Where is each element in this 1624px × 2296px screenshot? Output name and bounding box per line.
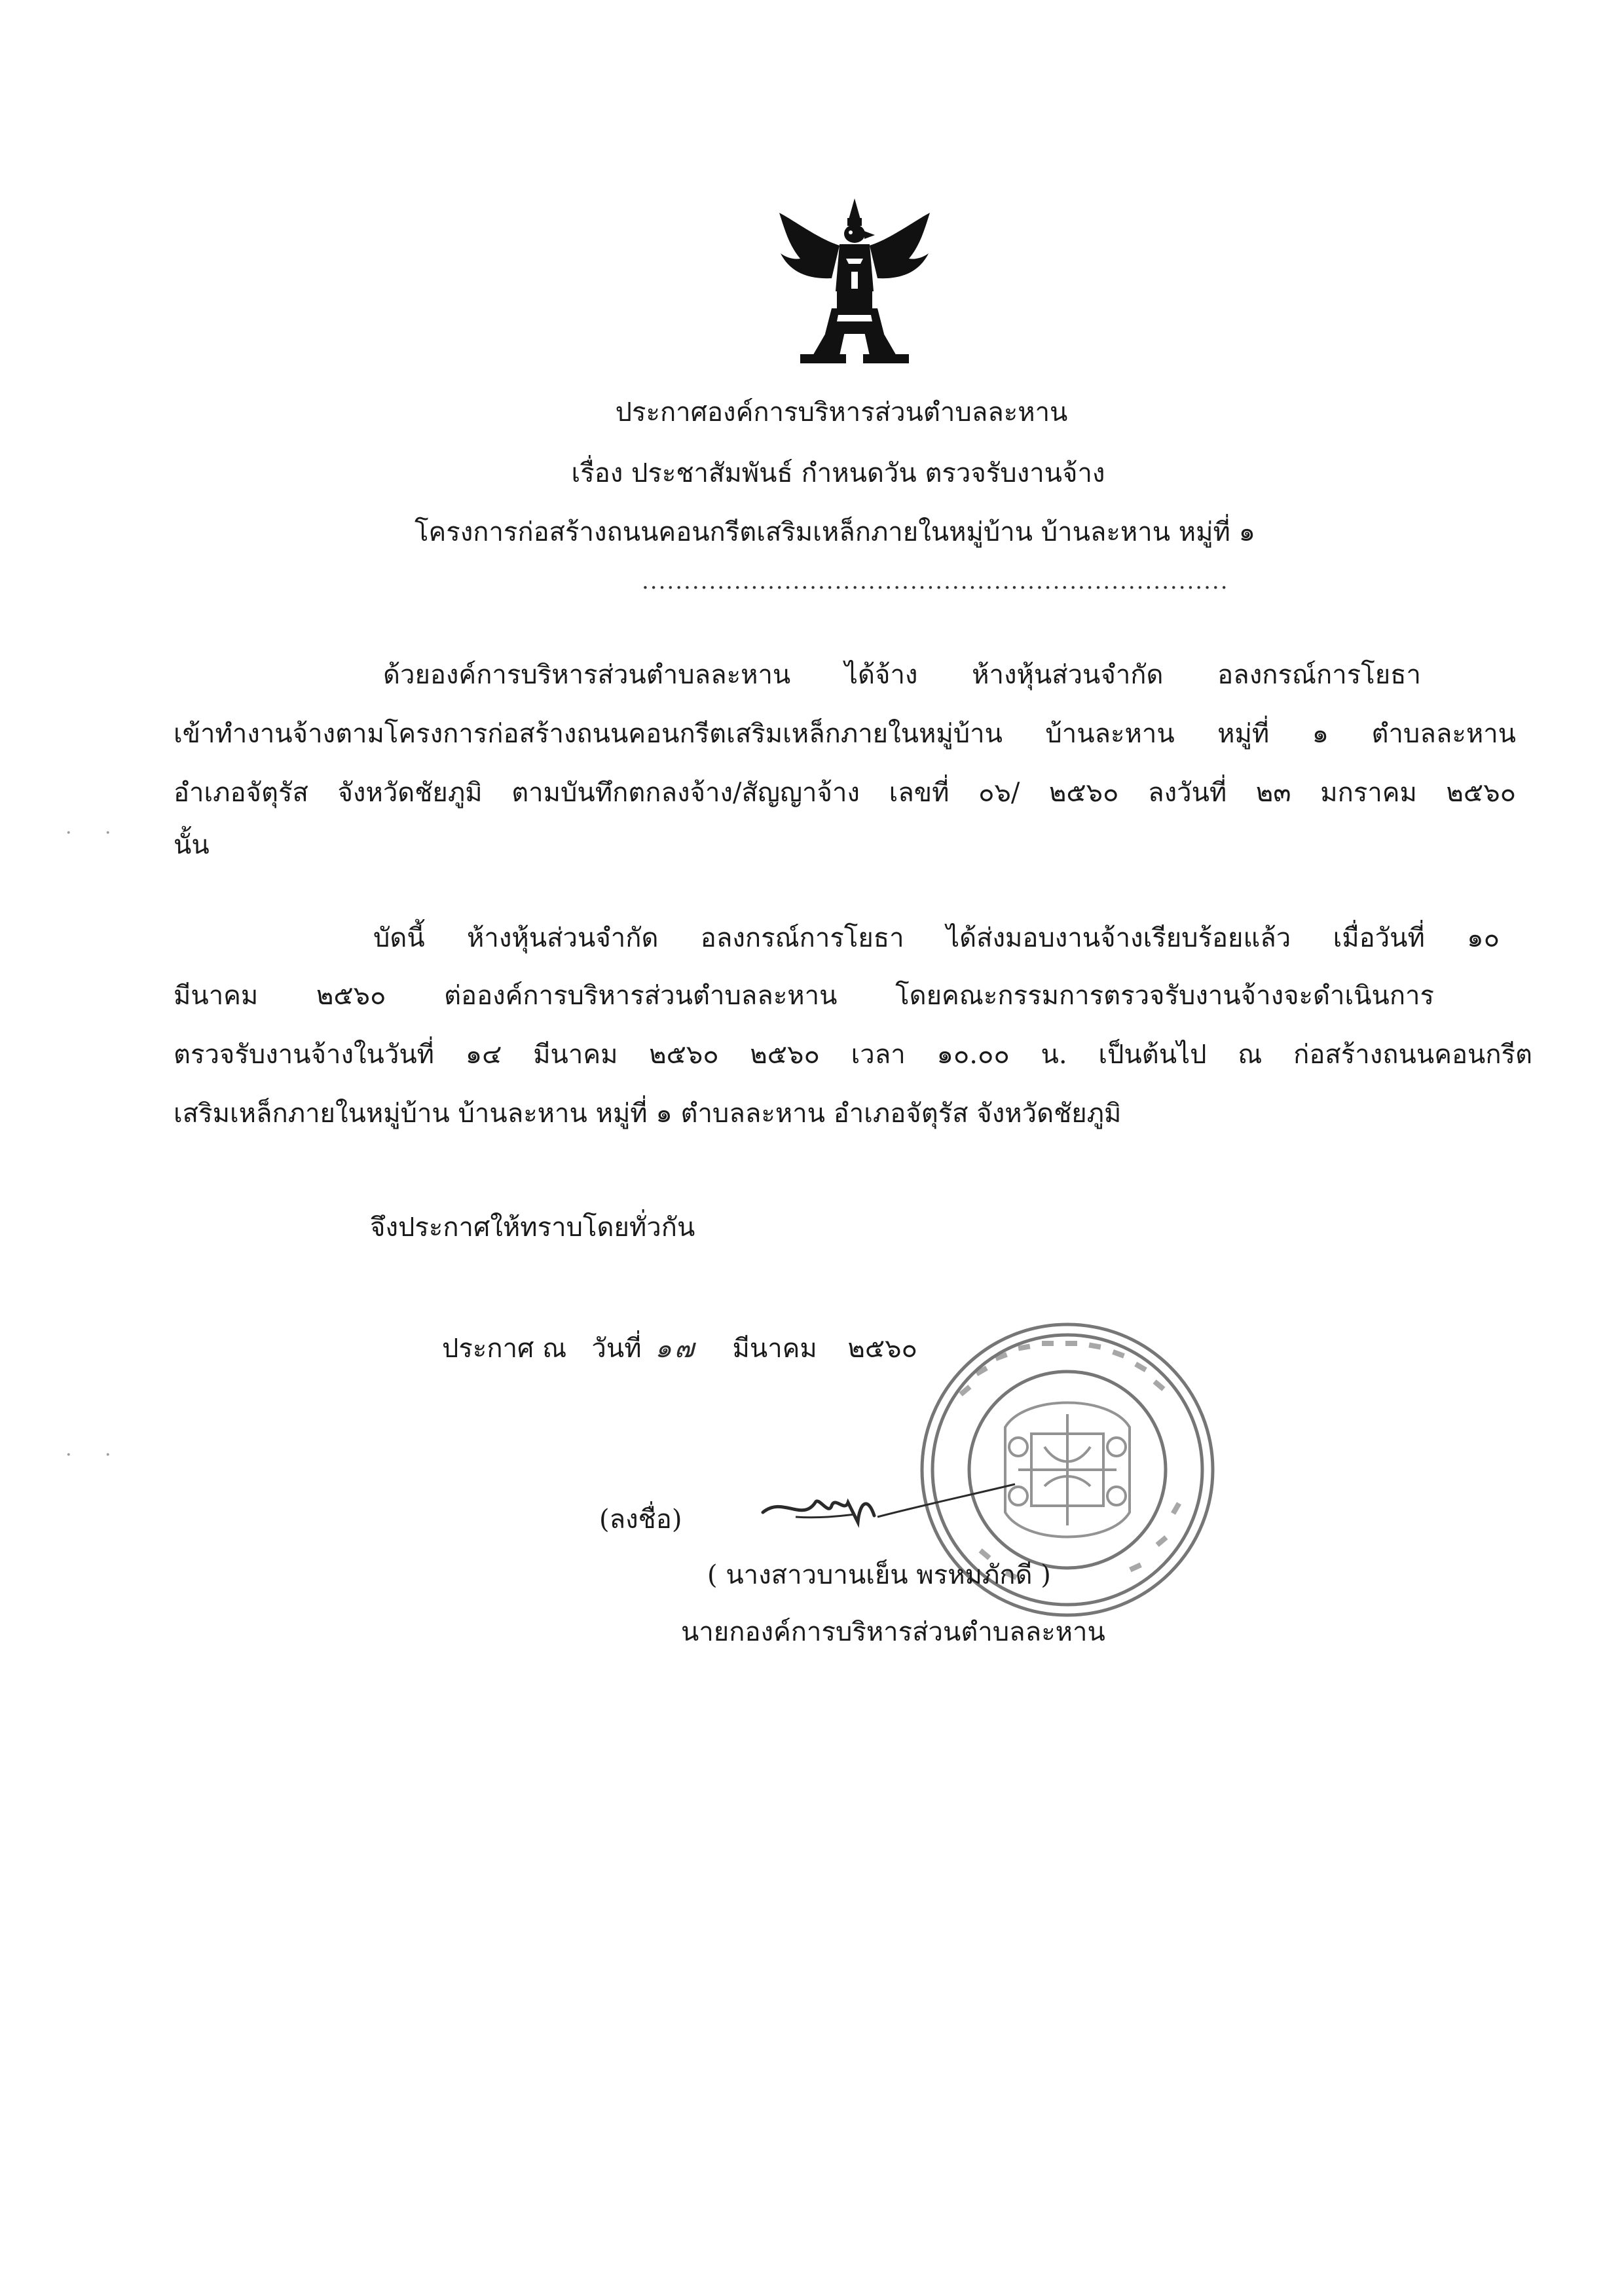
project-name: โครงการก่อสร้างถนนคอนกรีตเสริมเหล็กภายในหมู่บ้าน บ้านละหาน หมู่ที่ ๑ (414, 517, 1256, 547)
paragraph-2-line: เสริมเหล็กภายในหมู่บ้าน บ้านละหาน หมู่ที่ ๑ ตำบลละหาน อำเภอจัตุรัส จังหวัดชัยภูมิ (174, 1099, 1122, 1129)
closing-statement: จึงประกาศให้ทราบโดยทั่วกัน (370, 1212, 695, 1243)
paragraph-1-line: ด้วยองค์การบริหารส่วนตำบลละหาน ได้จ้าง ห้างหุ้นส่วนจำกัด อลงกรณ์การโยธา (383, 660, 1421, 690)
announcement-title: ประกาศองค์การบริหารส่วนตำบลละหาน (615, 397, 1068, 428)
signatory-position: นายกองค์การบริหารส่วนตำบลละหาน (681, 1617, 1105, 1647)
garuda-emblem (766, 193, 943, 373)
scan-artifact: · (105, 1444, 111, 1467)
signature-label: (ลงชื่อ) (599, 1504, 682, 1535)
paragraph-2-line: ตรวจรับงานจ้างในวันที่ ๑๔ มีนาคม ๒๕๖๐ ๒๕๖๐ เวลา ๑๐.๐๐ น. เป็นต้นไป ณ ก่อสร้างถนนคอนกรีต (174, 1040, 1532, 1070)
announcement-subject: เรื่อง ประชาสัมพันธ์ กำหนดวัน ตรวจรับงานจ้าง (571, 458, 1105, 488)
scan-artifact: · (65, 1444, 72, 1467)
dotted-separator: ...................................................................... (642, 568, 1229, 594)
date-day: ๑๗ (655, 1334, 697, 1364)
paragraph-1-line: นั้น (174, 830, 210, 860)
date-year: ๒๕๖๐ (847, 1334, 917, 1364)
date-month: มีนาคม (732, 1334, 817, 1364)
paragraph-1-line: อำเภอจัตุรัส จังหวัดชัยภูมิ ตามบันทึกตกลงจ้าง/สัญญาจ้าง เลขที่ ๐๖/ ๒๕๖๐ ลงวันที่ ๒๓ มกราคม ๒๕๖๐ (174, 778, 1516, 808)
date-prefix: ประกาศ ณ วันที่ (442, 1334, 642, 1364)
handwritten-signature (756, 1476, 1018, 1539)
paragraph-1-line: เข้าทำงานจ้างตามโครงการก่อสร้างถนนคอนกรีตเสริมเหล็กภายในหมู่บ้าน บ้านละหาน หมู่ที่ ๑ ตำบลละหาน (174, 719, 1516, 749)
scan-artifact: · (65, 822, 72, 845)
signatory-name: ( นางสาวบานเย็น พรหมภักดี ) (707, 1560, 1051, 1590)
announcement-date (442, 1330, 917, 1367)
paragraph-2-line: บัดนี้ ห้างหุ้นส่วนจำกัด อลงกรณ์การโยธา ได้ส่งมอบงานจ้างเรียบร้อยแล้ว เมื่อวันที่ ๑๐ (373, 923, 1500, 953)
scan-artifact: · (105, 822, 111, 845)
paragraph-2-line: มีนาคม ๒๕๖๐ ต่อองค์การบริหารส่วนตำบลละหาน โดยคณะกรรมการตรวจรับงานจ้างจะดำเนินการ (174, 981, 1434, 1011)
